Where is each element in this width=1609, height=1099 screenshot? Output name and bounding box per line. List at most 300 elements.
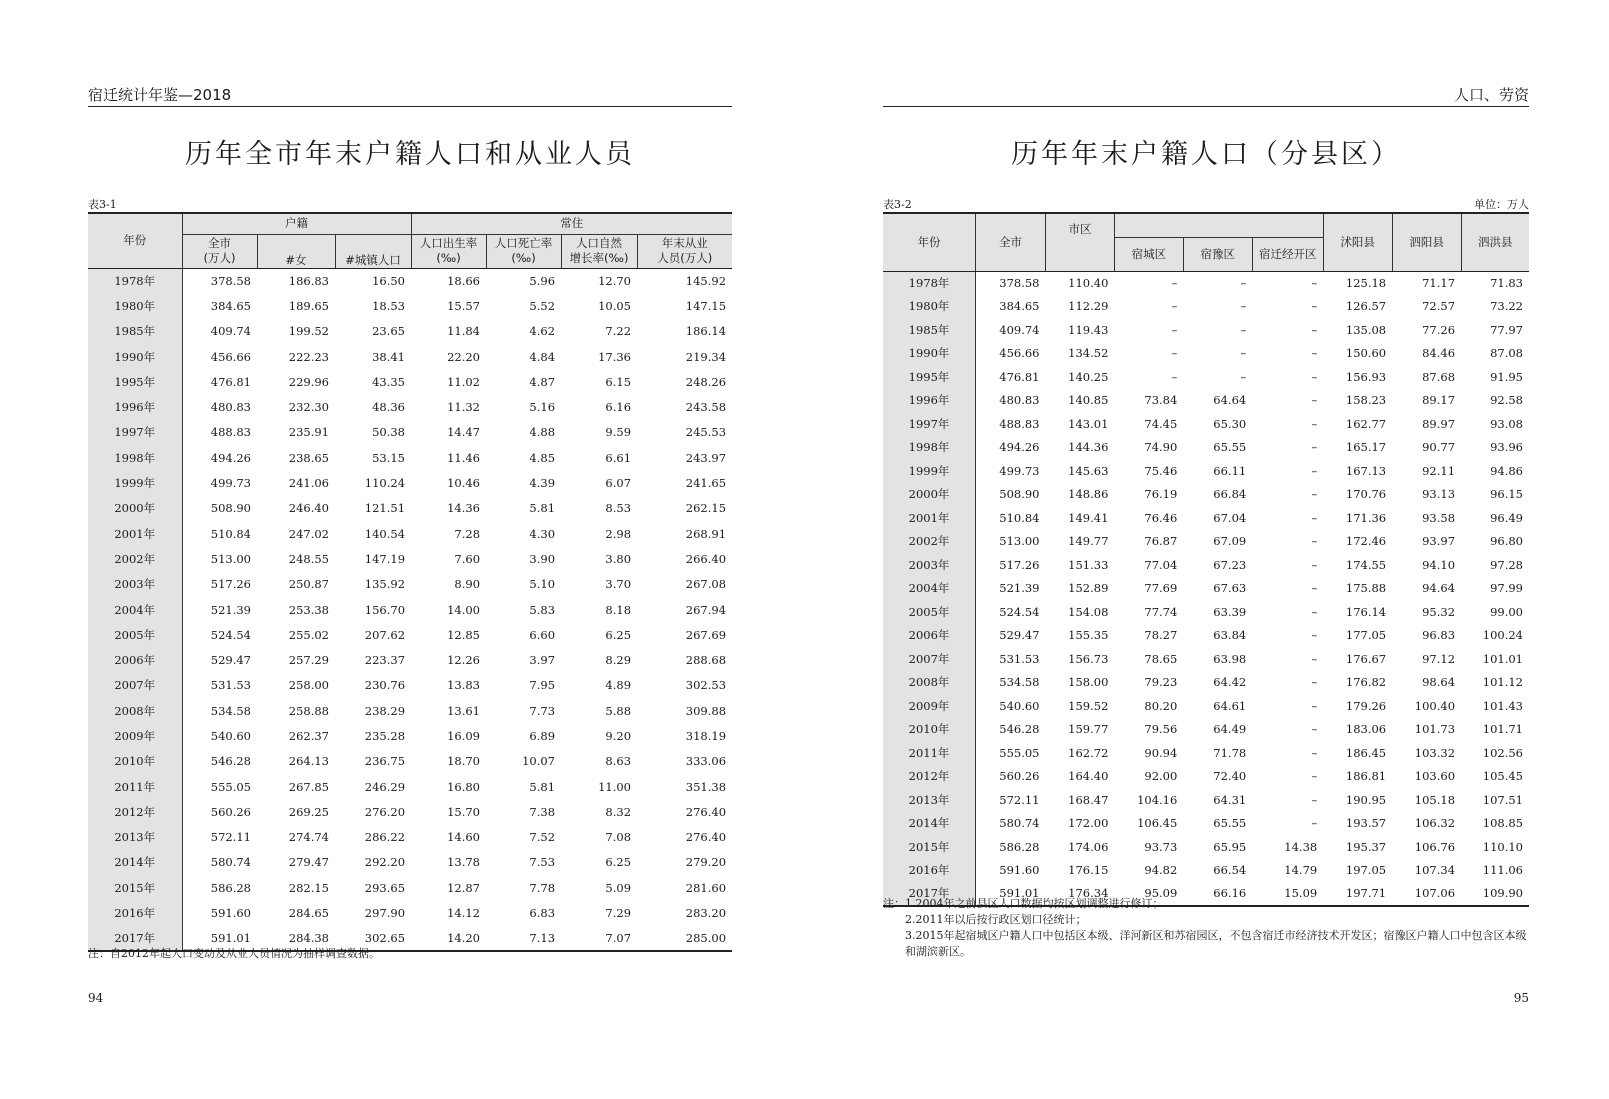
table-row	[883, 647, 1529, 671]
value-cell: 174.06	[1068, 839, 1109, 854]
value-cell: 98.64	[1422, 675, 1456, 690]
value-cell: –	[1311, 604, 1318, 619]
table-row	[88, 774, 732, 799]
value-cell: 18.53	[372, 298, 406, 313]
year-cell: 2014年	[88, 850, 182, 875]
col-header-city: 市区	[1046, 213, 1115, 271]
value-cell: 531.53	[999, 651, 1040, 666]
unit-label: 单位：万人	[1474, 198, 1529, 211]
value-cell: 64.64	[1213, 393, 1247, 408]
table-row	[883, 530, 1529, 554]
value-cell: 7.52	[529, 830, 556, 845]
value-cell: 555.05	[210, 779, 251, 794]
value-cell: 89.97	[1422, 416, 1456, 431]
value-cell: 147.15	[685, 298, 727, 313]
value-cell: 6.15	[605, 374, 632, 389]
value-cell: 521.39	[999, 581, 1040, 596]
value-cell: 521.39	[210, 602, 251, 617]
value-cell: 172.46	[1345, 534, 1387, 549]
value-cell: 6.60	[529, 627, 556, 642]
value-cell: 176.82	[1345, 675, 1387, 690]
value-cell: –	[1311, 816, 1318, 831]
value-cell: 276.40	[685, 804, 727, 819]
value-cell: 15.70	[447, 804, 481, 819]
value-cell: 253.38	[288, 602, 329, 617]
value-cell: 243.97	[685, 450, 727, 465]
year-cell: 2003年	[88, 572, 182, 597]
value-cell: 264.13	[288, 754, 329, 769]
table-code-3-2: 表3-2	[883, 198, 912, 211]
value-cell: 282.15	[288, 880, 329, 895]
value-cell: 174.55	[1345, 557, 1387, 572]
value-cell: 351.38	[685, 779, 727, 794]
value-cell: 79.23	[1144, 675, 1178, 690]
value-cell: –	[1171, 276, 1178, 290]
value-cell: 172.00	[1068, 816, 1109, 831]
value-cell: 11.46	[447, 450, 481, 465]
col-header-suyu: 宿豫区	[1183, 237, 1252, 271]
value-cell: 524.54	[210, 627, 251, 642]
year-cell: 2010年	[88, 749, 182, 774]
table-row	[883, 600, 1529, 624]
value-cell: 378.58	[999, 276, 1040, 290]
year-cell: 2011年	[88, 774, 182, 799]
value-cell: 555.05	[999, 745, 1040, 760]
value-cell: 8.53	[605, 501, 632, 516]
table-row	[883, 389, 1529, 413]
value-cell: 235.28	[364, 728, 406, 743]
value-cell: 102.56	[1482, 745, 1523, 760]
value-cell: 384.65	[210, 298, 251, 313]
value-cell: 513.00	[210, 551, 251, 566]
value-cell: 186.81	[1345, 769, 1387, 784]
note-line-2: 2.2011年以后按行政区划口径统计；	[905, 913, 1087, 926]
table-row	[88, 319, 732, 344]
value-cell: 67.09	[1213, 534, 1247, 549]
table-row	[883, 459, 1529, 483]
table-row	[883, 859, 1529, 883]
value-cell: –	[1311, 534, 1318, 549]
year-cell: 2003年	[883, 553, 976, 577]
value-cell: 494.26	[210, 450, 251, 465]
year-cell: 2014年	[883, 812, 976, 836]
value-cell: 176.67	[1345, 651, 1387, 666]
value-cell: 293.65	[364, 880, 406, 895]
year-cell: 2017年	[883, 882, 976, 906]
value-cell: –	[1240, 369, 1247, 384]
value-cell: 3.70	[605, 577, 632, 592]
table-row	[88, 673, 732, 698]
year-cell: 2008年	[883, 671, 976, 695]
value-cell: 4.30	[529, 526, 556, 541]
value-cell: 476.81	[210, 374, 251, 389]
value-cell: –	[1171, 369, 1178, 384]
value-cell: 105.18	[1414, 792, 1456, 807]
yearbook-header: 宿迁统计年鉴—2018	[88, 86, 232, 104]
value-cell: 12.26	[447, 653, 481, 668]
year-cell: 2001年	[88, 521, 182, 546]
value-cell: 5.83	[529, 602, 556, 617]
value-cell: 71.78	[1213, 745, 1247, 760]
value-cell: 94.64	[1422, 581, 1456, 596]
value-cell: 409.74	[210, 324, 251, 339]
value-cell: –	[1311, 792, 1318, 807]
year-cell: 2008年	[88, 698, 182, 723]
value-cell: 456.66	[210, 349, 251, 364]
value-cell: –	[1311, 581, 1318, 596]
value-cell: 95.32	[1422, 604, 1456, 619]
value-cell: –	[1311, 675, 1318, 690]
value-cell: –	[1171, 299, 1178, 314]
table-row	[88, 698, 732, 723]
table-row	[88, 850, 732, 875]
value-cell: 9.20	[605, 728, 632, 743]
value-cell: 279.20	[685, 855, 727, 870]
value-cell: 529.47	[210, 653, 251, 668]
table-row	[88, 749, 732, 774]
table-note-3-2	[883, 896, 1529, 960]
value-cell: 125.18	[1345, 276, 1387, 290]
right-page	[883, 0, 1529, 1099]
value-cell: 7.29	[605, 906, 632, 921]
col-header-year: 年份	[883, 213, 976, 271]
value-cell: 16.80	[447, 779, 481, 794]
value-cell: 189.65	[288, 298, 329, 313]
value-cell: 456.66	[999, 346, 1040, 361]
value-cell: 378.58	[210, 273, 251, 288]
value-cell: 6.07	[605, 476, 632, 491]
table-row	[88, 723, 732, 748]
value-cell: 246.40	[288, 501, 329, 516]
value-cell: 197.05	[1345, 863, 1387, 878]
value-cell: 540.60	[210, 728, 251, 743]
table-row	[883, 577, 1529, 601]
value-cell: 89.17	[1422, 393, 1456, 408]
value-cell: 4.39	[529, 476, 556, 491]
value-cell: 109.90	[1461, 882, 1529, 906]
year-cell: 2016年	[883, 859, 976, 883]
value-cell: 134.52	[1068, 346, 1109, 361]
value-cell: 3.80	[605, 551, 632, 566]
table-row	[883, 553, 1529, 577]
value-cell: –	[1311, 463, 1318, 478]
value-cell: 236.75	[364, 754, 406, 769]
value-cell: 162.72	[1068, 745, 1109, 760]
col-header-kaifa: 宿迁经开区	[1252, 237, 1323, 271]
value-cell: 65.55	[1213, 440, 1247, 455]
value-cell: 510.84	[210, 526, 251, 541]
value-cell: 572.11	[999, 792, 1040, 807]
value-cell: 77.74	[1144, 604, 1178, 619]
value-cell: –	[1311, 745, 1318, 760]
value-cell: 517.26	[999, 557, 1040, 572]
value-cell: 66.11	[1213, 463, 1247, 478]
value-cell: 76.19	[1144, 487, 1178, 502]
value-cell: 7.28	[454, 526, 481, 541]
value-cell: 165.17	[1345, 440, 1387, 455]
table-row	[883, 295, 1529, 319]
value-cell: 64.49	[1213, 722, 1247, 737]
value-cell: 77.04	[1144, 557, 1178, 572]
value-cell: 104.16	[1137, 792, 1178, 807]
value-cell: 7.08	[605, 830, 632, 845]
table-row	[88, 420, 732, 445]
value-cell: 76.46	[1144, 510, 1178, 525]
value-cell: 5.88	[605, 703, 632, 718]
value-cell: 6.89	[529, 728, 556, 743]
year-cell: 2015年	[883, 835, 976, 859]
year-cell: 1996年	[88, 394, 182, 419]
value-cell: 591.01	[182, 926, 257, 951]
value-cell: 580.74	[999, 816, 1040, 831]
value-cell: 91.95	[1490, 369, 1523, 384]
value-cell: 12.70	[598, 273, 632, 288]
value-cell: 144.36	[1068, 440, 1109, 455]
value-cell: 106.76	[1414, 839, 1456, 854]
value-cell: 170.76	[1345, 487, 1387, 502]
year-cell: 2012年	[883, 765, 976, 789]
value-cell: –	[1240, 322, 1247, 337]
value-cell: 246.29	[364, 779, 406, 794]
year-cell: 1996年	[883, 389, 976, 413]
col-header-birth-rate: 人口出生率 (‰)	[411, 234, 486, 268]
value-cell: 176.15	[1068, 863, 1109, 878]
value-cell: 4.84	[529, 349, 556, 364]
value-cell: 7.78	[529, 880, 556, 895]
value-cell: 517.26	[210, 577, 251, 592]
table-row	[88, 825, 732, 850]
col-header-total: 全市	[976, 213, 1046, 271]
value-cell: 235.91	[288, 425, 329, 440]
value-cell: 546.28	[999, 722, 1040, 737]
year-cell: 1990年	[88, 344, 182, 369]
value-cell: 186.83	[288, 273, 329, 288]
value-cell: 93.73	[1144, 839, 1178, 854]
table-row	[883, 694, 1529, 718]
running-header-right	[883, 84, 1529, 107]
value-cell: 18.70	[447, 754, 481, 769]
value-cell: 84.46	[1422, 346, 1456, 361]
value-cell: 164.40	[1068, 769, 1109, 784]
value-cell: 12.85	[447, 627, 481, 642]
table-row	[88, 521, 732, 546]
value-cell: 66.84	[1213, 487, 1247, 502]
value-cell: 77.26	[1422, 322, 1456, 337]
value-cell: 229.96	[288, 374, 329, 389]
table-row	[883, 506, 1529, 530]
value-cell: 513.00	[999, 534, 1040, 549]
value-cell: 94.10	[1422, 557, 1456, 572]
value-cell: 162.77	[1345, 416, 1387, 431]
value-cell: 135.08	[1345, 322, 1387, 337]
value-cell: –	[1311, 651, 1318, 666]
page-number-right: 95	[1513, 991, 1529, 1005]
year-cell: 1990年	[883, 342, 976, 366]
year-cell: 2012年	[88, 799, 182, 824]
value-cell: –	[1311, 628, 1318, 643]
value-cell: 126.57	[1345, 299, 1387, 314]
value-cell: 158.23	[1345, 393, 1387, 408]
value-cell: 195.37	[1345, 839, 1387, 854]
year-cell: 2005年	[88, 622, 182, 647]
value-cell: 5.10	[529, 577, 556, 592]
year-cell: 1978年	[88, 268, 182, 293]
value-cell: –	[1311, 369, 1318, 384]
value-cell: 560.26	[210, 804, 251, 819]
value-cell: 101.01	[1482, 651, 1523, 666]
col-header-female: #女	[257, 234, 335, 268]
value-cell: 5.81	[529, 779, 556, 794]
value-cell: 591.01	[976, 882, 1046, 906]
value-cell: 78.27	[1144, 628, 1178, 643]
value-cell: 6.25	[605, 627, 632, 642]
value-cell: 230.76	[364, 678, 406, 693]
value-cell: 409.74	[999, 322, 1040, 337]
value-cell: 8.18	[605, 602, 632, 617]
value-cell: 247.02	[288, 526, 329, 541]
value-cell: 16.50	[372, 273, 406, 288]
running-header-left	[88, 84, 732, 107]
value-cell: 110.24	[364, 476, 406, 491]
table-title-3-2: 历年年末户籍人口（分县区）	[1011, 139, 1401, 170]
value-cell: 65.95	[1213, 839, 1247, 854]
value-cell: 241.06	[288, 476, 329, 491]
value-cell: 99.00	[1490, 604, 1523, 619]
value-cell: 14.12	[447, 906, 481, 921]
table-row	[88, 470, 732, 495]
value-cell: 274.74	[288, 830, 329, 845]
note-line-1: 注：1.2004年之前县区人口数据均按区划调整进行修订；	[883, 897, 1164, 910]
value-cell: –	[1311, 698, 1318, 713]
value-cell: 140.85	[1068, 393, 1109, 408]
value-cell: 318.19	[685, 728, 727, 743]
value-cell: 245.53	[685, 425, 727, 440]
table-row	[883, 365, 1529, 389]
value-cell: 151.33	[1068, 557, 1109, 572]
value-cell: 267.69	[685, 627, 727, 642]
table-row	[88, 900, 732, 925]
year-cell: 2000年	[883, 483, 976, 507]
value-cell: 13.61	[447, 703, 481, 718]
value-cell: –	[1311, 322, 1318, 337]
value-cell: 74.45	[1144, 416, 1178, 431]
year-cell: 1997年	[88, 420, 182, 445]
value-cell: 11.00	[598, 779, 632, 794]
value-cell: 77.69	[1144, 581, 1178, 596]
value-cell: –	[1171, 346, 1178, 361]
value-cell: 591.60	[999, 863, 1040, 878]
value-cell: 333.06	[685, 754, 727, 769]
value-cell: 100.40	[1414, 698, 1456, 713]
value-cell: 531.53	[210, 678, 251, 693]
value-cell: 8.90	[454, 577, 481, 592]
value-cell: 87.08	[1490, 346, 1523, 361]
table-row	[88, 293, 732, 318]
value-cell: 591.60	[210, 906, 251, 921]
table-row	[883, 788, 1529, 812]
table-row	[88, 344, 732, 369]
year-cell: 1998年	[883, 436, 976, 460]
value-cell: –	[1311, 440, 1318, 455]
value-cell: –	[1311, 393, 1318, 408]
year-cell: 2004年	[883, 577, 976, 601]
note-line-3: 3.2015年起宿城区户籍人口中包括区本级、洋河新区和苏宿园区，不包含宿迁市经济技术开发区；宿豫区户籍人口中包含区本级和湖滨新区。	[905, 929, 1527, 958]
value-cell: 4.88	[529, 425, 556, 440]
value-cell: 267.85	[288, 779, 329, 794]
year-cell: 2005年	[883, 600, 976, 624]
table-note-3-1: 注：自2012年起人口变动及从业人员情况为抽样调查数据。	[88, 947, 380, 960]
year-cell: 2017年	[88, 926, 182, 951]
value-cell: 488.83	[999, 416, 1040, 431]
value-cell: 10.07	[522, 754, 556, 769]
value-cell: 92.00	[1144, 769, 1178, 784]
table-row	[883, 624, 1529, 648]
value-cell: –	[1311, 299, 1318, 314]
table-row	[88, 445, 732, 470]
value-cell: 13.83	[447, 678, 481, 693]
col-header-sucheng: 宿城区	[1114, 237, 1183, 271]
value-cell: 96.49	[1490, 510, 1523, 525]
left-page	[88, 0, 732, 1099]
value-cell: 94.86	[1490, 463, 1523, 478]
table-row	[883, 741, 1529, 765]
year-cell: 1980年	[883, 295, 976, 319]
table-row	[88, 369, 732, 394]
table-row	[88, 572, 732, 597]
value-cell: 7.38	[529, 804, 556, 819]
value-cell: 3.97	[529, 653, 556, 668]
value-cell: 159.77	[1068, 722, 1109, 737]
year-cell: 1995年	[88, 369, 182, 394]
value-cell: 167.13	[1345, 463, 1387, 478]
table-3-1	[88, 212, 732, 952]
value-cell: 92.11	[1422, 463, 1456, 478]
table-row	[883, 765, 1529, 789]
value-cell: 156.73	[1068, 651, 1109, 666]
value-cell: 75.46	[1144, 463, 1178, 478]
value-cell: 71.17	[1422, 276, 1456, 290]
value-cell: 140.25	[1068, 369, 1109, 384]
value-cell: 97.99	[1490, 581, 1523, 596]
page-number-left: 94	[88, 991, 104, 1005]
value-cell: 101.43	[1482, 698, 1523, 713]
value-cell: 93.96	[1490, 440, 1523, 455]
value-cell: 384.65	[999, 299, 1040, 314]
value-cell: 284.38	[257, 926, 335, 951]
value-cell: 10.05	[598, 298, 632, 313]
value-cell: 241.65	[685, 476, 727, 491]
value-cell: 248.55	[288, 551, 329, 566]
value-cell: 4.89	[605, 678, 632, 693]
value-cell: 64.31	[1213, 792, 1247, 807]
value-cell: 480.83	[210, 400, 251, 415]
value-cell: 6.16	[605, 400, 632, 415]
value-cell: 72.57	[1422, 299, 1456, 314]
value-cell: 64.42	[1213, 675, 1247, 690]
year-cell: 2001年	[883, 506, 976, 530]
value-cell: 8.29	[605, 653, 632, 668]
value-cell: 97.12	[1422, 651, 1456, 666]
value-cell: 302.65	[335, 926, 411, 951]
table-row	[88, 268, 732, 293]
value-cell: 276.20	[364, 804, 406, 819]
table-3-2	[883, 212, 1529, 907]
value-cell: 156.70	[364, 602, 406, 617]
value-cell: –	[1311, 487, 1318, 502]
value-cell: –	[1171, 322, 1178, 337]
col-header-natural-growth: 人口自然 增长率(‰)	[561, 234, 637, 268]
value-cell: 143.01	[1068, 416, 1109, 431]
